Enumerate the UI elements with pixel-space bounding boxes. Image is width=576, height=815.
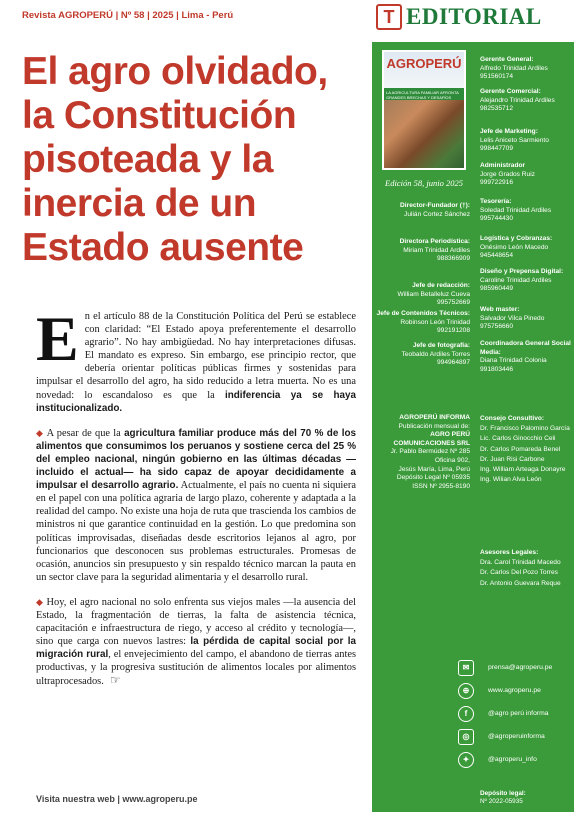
contact-instagram[interactable]: ◎ @agroperuinforma (458, 725, 552, 748)
credit-webmaster: Web master: Salvador Vilca Pinedo 975756660 (480, 306, 545, 331)
headline: El agro olvidado, la Constitución pisoteada y la inercia de un Estado ausente (22, 50, 328, 269)
editorial-article (36, 303, 357, 701)
editorial-logo (376, 4, 542, 30)
article-paragraph-3: ◆ Hoy, el agro nacional no solo enfrenta sus viejos males —la ausencia del Estado, la fragmentación de tierras, la falta de asistencia técnica, capacitación e infraestructura de riego, y acceso al crédito y tecnología—, sino que carga con nuevos lastres: la pérdida de capital social por la migración rural, el envejecimiento del campo, el abandono de tierras antes productivas, y la progresiva sustitución de alimentos locales por alimentos ultraprocesados. ☞ (36, 596, 357, 688)
credit-administrator: Administrador Jorge Grados Ruiz 999722916 (480, 162, 535, 187)
credit-logistics: Logística y Cobranzas: Onésimo León Macedo 945448654 (480, 235, 553, 260)
cover-band: LA AGRICULTURA FAMILIAR AFRONTA GRANDES BRECHAS Y DESAFÍOS (384, 88, 464, 100)
credit-chief-editor: Jefe de redacción: William Betalleluz Cueva 995752669 (397, 282, 470, 307)
drop-cap: E (36, 303, 79, 374)
contact-website[interactable]: ⊕ www.agroperu.pe (458, 679, 552, 702)
credit-treasury: Tesorería: Soledad Trinidad Ardiles 995744430 (480, 198, 552, 223)
advisory-board: Consejo Consultivo: Dr. Francisco Palomino García Lic. Carlos Ginocchio Celi Dr. Carlos Pomareda Benel Dr. Juan Risi Carbone Ing. William Arteaga Donayre Ing. Wilian Alva León (480, 415, 570, 484)
editorial-label: EDITORIAL (406, 4, 542, 29)
credit-managing-editor: Directora Periodística: Miriam Trinidad Ardiles 988366909 (399, 238, 470, 263)
pointing-hand-icon: ☞ (109, 673, 121, 688)
credit-director-founder: Director-Fundador (†): Julián Cortez Sánchez (400, 202, 470, 218)
credit-technical-content: Jefe de Contenidos Técnicos: Robinson León Trinidad 992191208 (376, 310, 470, 335)
facebook-icon: f (458, 706, 474, 722)
credit-photography: Jefe de fotografía: Teobaldo Ardiles Torres 994964897 (401, 342, 470, 367)
magazine-cover[interactable] (382, 50, 466, 170)
cover-brand: AGROPERÚ (386, 56, 462, 71)
web-icon: ⊕ (458, 683, 474, 699)
twitter-icon: ✦ (458, 752, 474, 768)
editorial-logo-icon: T (376, 4, 402, 30)
instagram-icon: ◎ (458, 729, 474, 745)
contact-facebook[interactable]: f @agro perú informa (458, 702, 552, 725)
footer-website-link[interactable]: Visita nuestra web | www.agroperu.pe (36, 794, 198, 804)
issue-line: Revista AGROPERÚ | Nº 58 | 2025 | Lima - Perú (22, 10, 234, 21)
contact-list (458, 656, 552, 771)
masthead-sidebar (372, 42, 574, 812)
credit-social-media: Coordinadora General Social Media: Diana Trinidad Colonia 991803446 (480, 340, 571, 373)
cover-photo (384, 100, 464, 170)
diamond-bullet-icon: ◆ (36, 596, 44, 607)
contact-twitter[interactable]: ✦ @agroperu_info (458, 748, 552, 771)
credit-marketing: Jefe de Marketing: Lelis Aniceto Sarmiento 998447709 (480, 128, 549, 153)
credit-commercial-manager: Gerente Comercial: Alejandro Trinidad Ardiles 982535712 (480, 88, 555, 113)
article-paragraph-2: ◆ A pesar de que la agricultura familiar produce más del 70 % de los alimentos que consumimos los peruanos y sostiene cerca del 25 % del empleo nacional, ningún gobierno en las últimas décadas —incluido el actual— ha sido capaz de apoyar decididamente a impulsar el desarrollo agrario. Actualmente, el país no cuenta ni siquiera en el papel con una política agraria de largo plazo, coherente y adaptada a la realidad del campo. No existe una hoja de ruta que trascienda los cambios de ministros ni que garantice continuidad en la gestión. Lo que predomina son políticas improvisadas, diseñadas desde escritorios lejanos al agro, por funcionarios que desconocen sus problemas estructurales. Promesas de ocasión, anuncios sin presupuesto y sin respaldo técnico marcan la pauta en un sector clave para la seguridad alimentaria y el desarrollo rural. (36, 427, 357, 583)
diamond-bullet-icon: ◆ (36, 427, 44, 438)
article-paragraph-1: En el artículo 88 de la Constitución Política del Perú se establece con claridad: “El Estado apoya preferentemente el desarrollo agrario”. No hay ambigüedad. No hay interpretaciones difusas. El mandato es expreso. Sin embargo, ese principio rector, que debería orientar políticas públicas firmes y sostenidas para impulsar el desarrollo del agro, ha sido reducido a letra muerta. No es una novedad: lo escandaloso es que la indiferencia ya se haya institucionalizado. (36, 303, 356, 414)
mail-icon: ✉ (458, 660, 474, 676)
contact-email[interactable]: ✉ prensa@agroperu.pe (458, 656, 552, 679)
cover-caption: Edición 58, junio 2025 (385, 178, 463, 188)
legal-deposit: Depósito legal: Nº 2022-05935 (480, 790, 526, 806)
legal-advisors: Asesores Legales: Dra. Carol Trinidad Macedo Dr. Carlos Del Pozo Torres Dr. Antonio Guevara Reque (480, 549, 561, 587)
credit-design: Diseño y Prepensa Digital: Caroline Trinidad Ardiles 985960449 (480, 268, 564, 293)
publisher-info: AGROPERÚ INFORMA Publicación mensual de: AGRO PERÚ COMUNICACIONES SRL Jr. Pablo Bermúdez Nº 285 Oficina 902, Jesús María, Lima, Perú Depósito Legal Nº 05935 ISSN Nº 2955-8190 (390, 414, 470, 490)
credit-general-manager: Gerente General: Alfredo Trinidad Ardiles 951560174 (480, 56, 548, 81)
